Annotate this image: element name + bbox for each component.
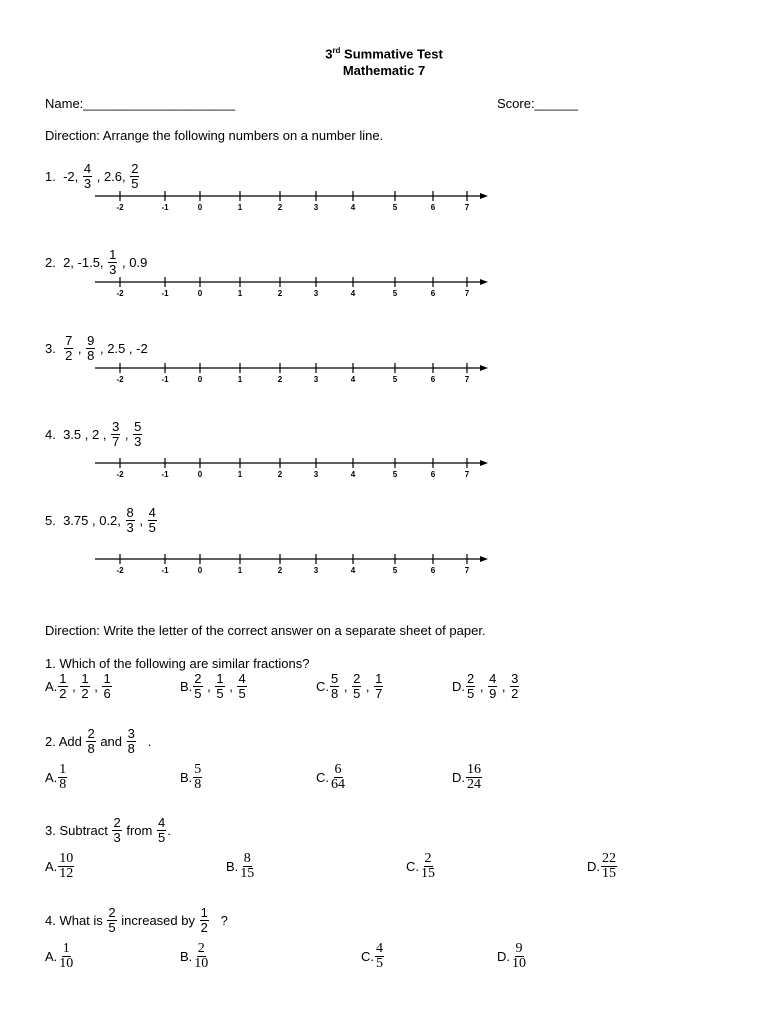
fraction — [193, 672, 202, 701]
denominator: 5 — [194, 686, 202, 701]
tick-label: 7 — [464, 203, 470, 212]
numerator: 5 — [134, 419, 142, 434]
question-2-text — [45, 727, 151, 756]
denominator: 24 — [467, 777, 481, 792]
arrow-right-icon — [480, 193, 488, 199]
tick-label: 5 — [392, 470, 398, 479]
tick-label: 7 — [464, 375, 470, 384]
fraction — [237, 672, 246, 701]
separator: , — [340, 679, 352, 694]
numerator: 2 — [108, 905, 116, 920]
item-text: 3.5 , 2 , — [63, 427, 111, 442]
numerator: 3 — [511, 671, 519, 686]
arrow-right-icon — [480, 460, 488, 466]
option-letter: D. — [452, 679, 465, 694]
denominator: 5 — [108, 920, 116, 935]
fraction — [102, 672, 111, 701]
option-letter: A. — [45, 859, 58, 874]
tick-label: 7 — [464, 566, 470, 575]
numerator: 1 — [62, 941, 70, 956]
option-letter: D. — [452, 770, 465, 785]
fraction — [466, 763, 482, 792]
q4-option-c[interactable] — [361, 942, 385, 971]
separator: , — [90, 679, 102, 694]
stem-text: ? — [209, 913, 228, 928]
fraction — [148, 506, 157, 535]
option-letter: B. — [226, 859, 239, 874]
fraction — [133, 420, 142, 449]
fraction — [157, 816, 166, 845]
tick-label: 3 — [313, 566, 319, 575]
item-text: , — [135, 513, 147, 528]
fraction — [83, 162, 92, 191]
tick-label: 0 — [197, 289, 203, 298]
numerator: 1 — [109, 247, 117, 262]
item-number: 2. — [45, 255, 64, 270]
tick-label: -1 — [161, 289, 169, 298]
tick-label: 6 — [430, 566, 436, 575]
numerator: 9 — [87, 333, 95, 348]
number-line-4[interactable] — [0, 458, 500, 482]
tick-label: -2 — [116, 566, 124, 575]
tick-label: -2 — [116, 289, 124, 298]
tick-label: 6 — [430, 289, 436, 298]
denominator: 5 — [216, 686, 224, 701]
separator: , — [476, 679, 488, 694]
numerator: 4 — [83, 161, 92, 176]
item-text: 2, -1.5, — [63, 255, 108, 270]
denominator: 15 — [240, 866, 255, 881]
tick-label: 7 — [464, 470, 470, 479]
q4-option-b[interactable] — [180, 942, 210, 971]
question-4-text — [45, 906, 228, 935]
numerator: 2 — [424, 851, 432, 866]
tick-label: 5 — [392, 289, 398, 298]
fraction — [126, 506, 135, 535]
tick-label: 2 — [277, 470, 283, 479]
numerator: 1 — [375, 671, 383, 686]
fraction — [64, 334, 73, 363]
q2-option-b[interactable] — [180, 763, 203, 792]
denominator: 8 — [87, 348, 95, 363]
stem-text: . — [136, 734, 152, 749]
tick-label: 4 — [350, 566, 356, 575]
denominator: 12 — [59, 866, 74, 881]
option-letter: A. — [45, 770, 58, 785]
denominator: 2 — [200, 920, 208, 935]
item-text: , — [74, 341, 86, 356]
numerator: 2 — [113, 815, 121, 830]
numerator: 1 — [81, 671, 89, 686]
direction-multiple-choice: Direction: Write the letter of the correct answer on a separate sheet of paper. — [45, 623, 486, 638]
tick-label: 0 — [197, 203, 203, 212]
q2-option-a[interactable] — [45, 763, 68, 792]
fraction — [330, 763, 346, 792]
numerator: 2 — [194, 671, 202, 686]
title-text: Summative Test — [340, 46, 443, 62]
tick-label: 4 — [350, 470, 356, 479]
numerator: 4 — [376, 941, 383, 956]
tick-label: -2 — [116, 470, 124, 479]
name-field[interactable]: Name:_____________________ — [45, 96, 236, 111]
fraction — [511, 942, 527, 971]
fraction — [330, 672, 339, 701]
stem-text: from — [122, 823, 156, 838]
tick-label: 3 — [313, 470, 319, 479]
fraction — [215, 672, 224, 701]
q3-option-c[interactable] — [406, 852, 437, 881]
numerator: 1 — [59, 762, 67, 777]
denominator: 5 — [148, 520, 156, 535]
fraction — [420, 852, 436, 881]
number-line-3[interactable] — [0, 363, 500, 387]
denominator: 6 — [103, 686, 111, 701]
q3-option-a[interactable] — [45, 852, 75, 881]
q4-option-d[interactable] — [497, 942, 528, 971]
fraction — [193, 763, 202, 792]
numerator: 9 — [515, 941, 523, 956]
fraction — [466, 672, 475, 701]
stem-text: . — [167, 823, 171, 838]
fraction — [58, 763, 67, 792]
denominator: 3 — [113, 830, 121, 845]
fraction — [239, 852, 255, 881]
numerator: 5 — [331, 671, 339, 686]
denominator: 15 — [421, 866, 435, 881]
numerator: 1 — [200, 905, 208, 920]
tick-label: 1 — [237, 566, 243, 575]
number-line-2[interactable] — [0, 277, 500, 301]
fraction — [127, 727, 136, 756]
option-letter: C. — [361, 949, 374, 964]
test-title — [0, 46, 768, 61]
tick-label: 5 — [392, 203, 398, 212]
denominator: 8 — [59, 777, 67, 792]
denominator: 7 — [375, 686, 383, 701]
fraction — [58, 852, 74, 881]
denominator: 8 — [331, 686, 339, 701]
denominator: 3 — [126, 520, 134, 535]
fraction — [130, 162, 139, 191]
numerator: 2 — [131, 161, 139, 176]
tick-label: 3 — [313, 203, 319, 212]
tick-label: 1 — [237, 375, 243, 384]
fraction — [374, 672, 383, 701]
tick-label: 1 — [237, 203, 243, 212]
q1-option-c[interactable] — [316, 672, 384, 701]
numerator: 4 — [148, 505, 156, 520]
denominator: 64 — [331, 777, 345, 792]
tick-label: 6 — [430, 470, 436, 479]
tick-label: 2 — [277, 289, 283, 298]
arrow-right-icon — [480, 556, 488, 562]
tick-label: -2 — [116, 375, 124, 384]
fraction — [108, 248, 117, 277]
q2-option-d[interactable] — [452, 763, 483, 792]
number-line-item-5 — [45, 506, 158, 535]
question-3-text — [45, 816, 171, 845]
tick-label: 1 — [237, 470, 243, 479]
tick-label: 4 — [350, 375, 356, 384]
numerator: 1 — [59, 671, 67, 686]
denominator: 5 — [157, 830, 166, 845]
q1-option-d[interactable] — [452, 672, 520, 701]
option-letter: A. — [45, 679, 58, 694]
option-letter: C. — [316, 679, 329, 694]
numerator: 6 — [334, 762, 342, 777]
fraction — [58, 942, 74, 971]
numerator: 2 — [353, 671, 361, 686]
tick-label: 0 — [197, 470, 203, 479]
number-line-item-1 — [45, 162, 140, 191]
denominator: 3 — [134, 434, 142, 449]
fraction — [375, 942, 384, 971]
tick-label: 0 — [197, 566, 203, 575]
fraction — [86, 727, 95, 756]
fraction — [352, 672, 361, 701]
tick-label: 7 — [464, 289, 470, 298]
item-number: 5. — [45, 513, 64, 528]
denominator: 3 — [83, 176, 92, 191]
number-line-1[interactable] — [0, 191, 500, 215]
denominator: 2 — [65, 348, 73, 363]
item-number: 3. — [45, 341, 64, 356]
q3-option-d[interactable] — [587, 852, 618, 881]
numerator: 22 — [602, 851, 616, 866]
item-text: , 0.9 — [118, 255, 148, 270]
tick-label: 2 — [277, 203, 283, 212]
tick-label: 4 — [350, 203, 356, 212]
denominator: 8 — [127, 741, 135, 756]
tick-label: 1 — [237, 289, 243, 298]
fraction — [86, 334, 95, 363]
item-text: , 2.5 , -2 — [96, 341, 148, 356]
tick-label: -1 — [161, 566, 169, 575]
tick-label: 5 — [392, 566, 398, 575]
fraction — [111, 420, 120, 449]
option-letter: C. — [406, 859, 419, 874]
denominator: 5 — [238, 686, 246, 701]
denominator: 15 — [602, 866, 616, 881]
denominator: 10 — [194, 956, 209, 971]
tick-label: 3 — [313, 375, 319, 384]
tick-label: 4 — [350, 289, 356, 298]
q4-option-a[interactable] — [45, 942, 75, 971]
numerator: 8 — [126, 505, 134, 520]
score-field[interactable]: Score:______ — [497, 96, 578, 111]
denominator: 3 — [109, 262, 117, 277]
fraction — [510, 672, 519, 701]
q1-option-b[interactable] — [180, 672, 248, 701]
item-text: , — [121, 427, 133, 442]
item-text: -2, — [63, 169, 82, 184]
q2-option-c[interactable] — [316, 763, 347, 792]
option-letter: D. — [497, 949, 510, 964]
item-text: , 2.6, — [93, 169, 130, 184]
denominator: 2 — [511, 686, 519, 701]
denominator: 5 — [376, 956, 383, 971]
numerator: 1 — [103, 671, 111, 686]
denominator: 8 — [87, 741, 95, 756]
fraction — [58, 672, 67, 701]
option-letter: A. — [45, 949, 58, 964]
numerator: 7 — [65, 333, 73, 348]
fraction — [193, 942, 209, 971]
number-line-item-4 — [45, 420, 143, 449]
subject-title: Mathematic 7 — [342, 63, 426, 78]
numerator: 4 — [157, 815, 166, 830]
numerator: 3 — [127, 726, 135, 741]
arrow-right-icon — [480, 279, 488, 285]
fraction — [200, 906, 209, 935]
denominator: 5 — [131, 176, 139, 191]
question-1-text: 1. Which of the following are similar fractions? — [45, 656, 310, 671]
tick-label: -2 — [116, 203, 124, 212]
denominator: 2 — [81, 686, 89, 701]
item-text: 3.75 , 0.2, — [63, 513, 125, 528]
direction-number-line: Direction: Arrange the following numbers on a number line. — [45, 128, 384, 143]
title-number: 3 — [325, 46, 333, 62]
denominator: 5 — [353, 686, 361, 701]
stem-text: 3. Subtract — [45, 823, 112, 838]
q3-option-b[interactable] — [226, 852, 256, 881]
option-letter: D. — [587, 859, 600, 874]
option-letter: B. — [180, 679, 193, 694]
denominator: 10 — [59, 956, 74, 971]
tick-label: -1 — [161, 375, 169, 384]
tick-label: -1 — [161, 203, 169, 212]
fraction — [488, 672, 497, 701]
denominator: 7 — [112, 434, 120, 449]
tick-label: 2 — [277, 375, 283, 384]
numerator: 5 — [194, 762, 202, 777]
denominator: 9 — [489, 686, 497, 701]
denominator: 2 — [59, 686, 67, 701]
option-letter: B. — [180, 770, 193, 785]
option-letter: C. — [316, 770, 329, 785]
numerator: 2 — [197, 941, 205, 956]
numerator: 16 — [467, 762, 481, 777]
tick-label: 0 — [197, 375, 203, 384]
numerator: 2 — [87, 726, 95, 741]
separator: , — [68, 679, 80, 694]
arrow-right-icon — [480, 365, 488, 371]
tick-label: 6 — [430, 375, 436, 384]
separator: , — [225, 679, 237, 694]
title-superscript: rd — [332, 46, 341, 55]
numerator: 8 — [243, 851, 251, 866]
option-letter: B. — [180, 949, 193, 964]
separator: , — [203, 679, 215, 694]
tick-label: 3 — [313, 289, 319, 298]
tick-label: -1 — [161, 470, 169, 479]
fraction — [80, 672, 89, 701]
denominator: 8 — [194, 777, 202, 792]
tick-label: 5 — [392, 375, 398, 384]
tick-label: 6 — [430, 203, 436, 212]
numerator: 10 — [59, 851, 74, 866]
fraction — [601, 852, 617, 881]
denominator: 10 — [512, 956, 526, 971]
denominator: 5 — [467, 686, 475, 701]
item-number: 4. — [45, 427, 64, 442]
fraction — [112, 816, 121, 845]
numerator: 1 — [216, 671, 224, 686]
fraction — [107, 906, 116, 935]
number-line-item-2 — [45, 248, 147, 277]
tick-label: 2 — [277, 566, 283, 575]
number-line-5[interactable] — [0, 554, 500, 578]
separator: , — [498, 679, 510, 694]
stem-text: 4. What is — [45, 913, 107, 928]
number-line-item-3 — [45, 334, 148, 363]
stem-text: 2. Add — [45, 734, 86, 749]
q1-option-a[interactable] — [45, 672, 113, 701]
stem-text: and — [96, 734, 126, 749]
numerator: 4 — [238, 671, 246, 686]
numerator: 3 — [112, 419, 120, 434]
stem-text: increased by — [117, 913, 199, 928]
numerator: 2 — [467, 671, 475, 686]
separator: , — [362, 679, 374, 694]
numerator: 4 — [489, 671, 497, 686]
item-number: 1. — [45, 169, 64, 184]
